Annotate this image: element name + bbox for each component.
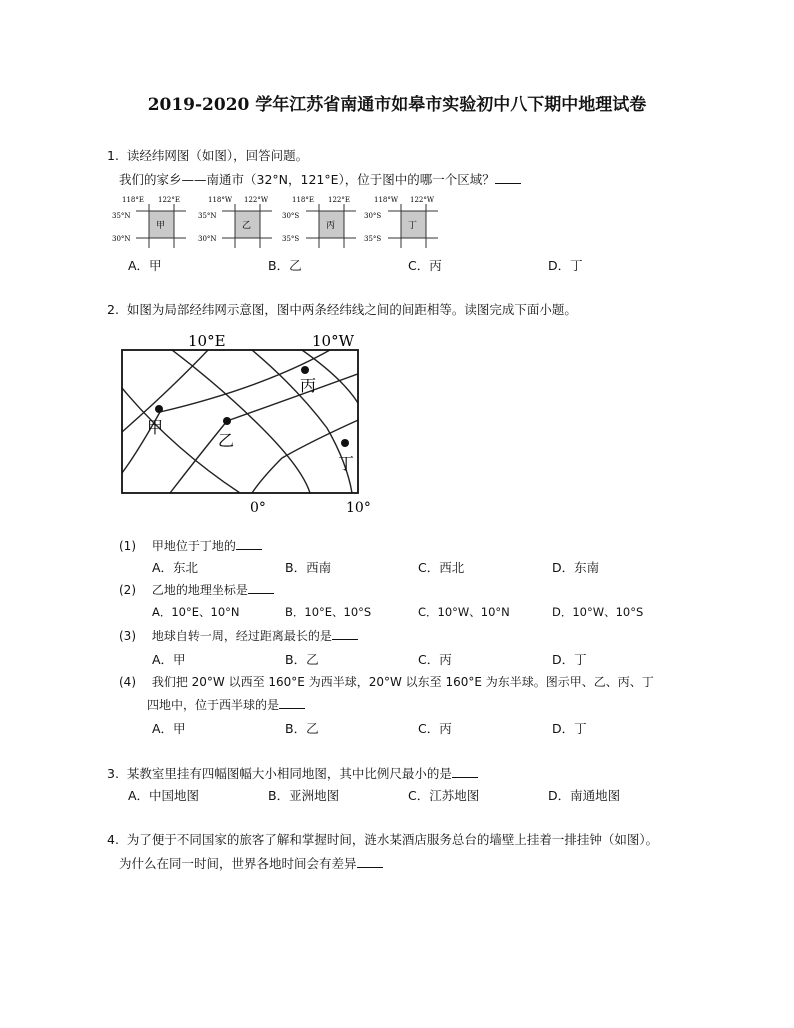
graticule-line	[170, 368, 374, 493]
option-d[interactable]: D．东南	[552, 560, 600, 575]
question-4	[107, 830, 658, 848]
point-jia	[155, 405, 163, 413]
option-b[interactable]: B．西南	[285, 560, 332, 575]
graticule-line	[122, 350, 330, 473]
subquestion-4	[119, 673, 654, 690]
grid-lon-label: 118°W	[374, 196, 399, 204]
option-c[interactable]: C．丙	[408, 258, 442, 273]
answer-blank[interactable]	[452, 765, 478, 778]
grid-lat-label: 30°N	[198, 235, 217, 243]
answer-blank[interactable]	[495, 171, 521, 184]
option-b[interactable]: B．乙	[268, 258, 302, 273]
grid-region-label: 甲	[156, 221, 166, 231]
graticule-map	[112, 328, 384, 522]
grid-lon-label: 122°W	[244, 196, 269, 204]
subquestion-number: (3)	[119, 629, 136, 643]
grid-lat-label: 35°S	[364, 235, 382, 243]
option-b[interactable]: B．乙	[285, 721, 319, 736]
grid-lat-label: 35°N	[198, 212, 217, 220]
grid-lon-label: 118°W	[208, 196, 233, 204]
point-label-bing: 丙	[300, 376, 317, 395]
map-label-10e: 10°E	[188, 332, 226, 350]
option-d[interactable]: D．南通地图	[548, 788, 621, 803]
point-label-jia: 甲	[147, 418, 164, 437]
map-label-0: 0°	[250, 500, 266, 516]
option-a[interactable]: A．东北	[152, 560, 199, 575]
option-a[interactable]: A．甲	[128, 258, 162, 273]
grid-lat-label: 30°S	[282, 212, 300, 220]
option-a[interactable]: A．甲	[152, 652, 186, 667]
subquestion-1	[119, 537, 262, 554]
question-text: 某教室里挂有四幅图幅大小相同地图，其中比例尺最小的是	[126, 766, 452, 781]
option-c[interactable]: C．丙	[418, 652, 452, 667]
grid-lat-label: 30°S	[364, 212, 382, 220]
option-c[interactable]: C．丙	[418, 721, 452, 736]
subquestion-4-line2	[147, 696, 305, 713]
subquestion-3	[119, 627, 358, 644]
option-d[interactable]: D．丁	[552, 652, 587, 667]
grid-lon-label: 122°W	[410, 196, 435, 204]
question-number: 3.	[107, 766, 119, 781]
point-yi	[223, 417, 231, 425]
question-text: 为了便于不同国家的旅客了解和掌握时间，涟水某酒店服务总台的墙壁上挂着一排挂钟（如图）。	[126, 832, 659, 847]
map-label-10w: 10°W	[312, 332, 355, 350]
option-d[interactable]: D．10°W、10°S	[552, 605, 644, 619]
map-label-10: 10°	[346, 500, 371, 516]
option-d[interactable]: D．丁	[552, 721, 587, 736]
option-c[interactable]: C．江苏地图	[408, 788, 480, 803]
option-c[interactable]: C．10°W、10°N	[418, 605, 510, 619]
grid-bing	[282, 196, 356, 248]
option-b[interactable]: B．亚洲地图	[268, 788, 340, 803]
option-d[interactable]: D．丁	[548, 258, 583, 273]
question-1-subtext	[119, 170, 521, 188]
question-1	[107, 146, 308, 164]
grid-yi	[198, 196, 272, 248]
subquestion-number: (1)	[119, 539, 136, 553]
question-text: 为什么在同一时间，世界各地时间会有差异	[119, 856, 357, 871]
point-label-yi: 乙	[218, 431, 235, 450]
question-subtext: 我们的家乡——南通市（32°N，121°E），位于图中的哪一个区域？	[119, 172, 495, 187]
option-b[interactable]: B．乙	[285, 652, 319, 667]
graticule-line	[172, 350, 310, 493]
question-number: 1.	[107, 148, 119, 163]
grid-lat-label: 35°S	[282, 235, 300, 243]
question-text: 读经纬网图（如图），回答问题。	[126, 148, 309, 163]
subquestion-text: 我们把 20°W 以西至 160°E 为西半球，20°W 以东至 160°E 为东半球。图示甲、乙、丙、丁	[151, 675, 654, 689]
question-3	[107, 764, 478, 782]
grid-lat-label: 30°N	[112, 235, 131, 243]
answer-blank[interactable]	[332, 627, 358, 640]
question-number: 4.	[107, 832, 119, 847]
subquestion-text: 甲地位于丁地的	[151, 539, 236, 553]
question-text: 如图为局部经纬网示意图，图中两条经纬线之间的间距相等。读图完成下面小题。	[126, 302, 577, 317]
grid-jia	[112, 196, 186, 248]
option-c[interactable]: C．西北	[418, 560, 465, 575]
subquestion-text: 地球自转一周，经过距离最长的是	[151, 629, 332, 643]
grid-ding	[364, 196, 438, 248]
grid-lat-label: 35°N	[112, 212, 131, 220]
answer-blank[interactable]	[279, 696, 305, 709]
answer-blank[interactable]	[357, 855, 383, 868]
option-a[interactable]: A．中国地图	[128, 788, 200, 803]
subquestion-number: (2)	[119, 583, 136, 597]
grid-lon-label: 122°E	[158, 196, 180, 204]
grid-region-label: 乙	[242, 221, 252, 231]
page-title: 2019-2020 学年江苏省南通市如皋市实验初中八下期中地理试卷	[147, 95, 647, 115]
question-number: 2.	[107, 302, 119, 317]
option-a[interactable]: A．甲	[152, 721, 186, 736]
graticule-line	[122, 350, 208, 432]
point-bing	[301, 366, 309, 374]
point-label-ding: 丁	[338, 454, 355, 473]
grid-region-label: 丙	[326, 221, 336, 231]
grid-lon-label: 122°E	[328, 196, 350, 204]
subquestion-text: 乙地的地理坐标是	[151, 583, 248, 597]
subquestion-text: 四地中，位于西半球的是	[147, 698, 280, 712]
graticule-line	[252, 413, 374, 493]
answer-blank[interactable]	[236, 537, 262, 550]
grid-lon-label: 118°E	[292, 196, 314, 204]
question-2	[107, 300, 577, 318]
point-ding	[341, 439, 349, 447]
option-b[interactable]: B．10°E、10°S	[285, 605, 372, 619]
grid-lon-label: 118°E	[122, 196, 144, 204]
subquestion-number: (4)	[119, 675, 136, 689]
lat-lon-grids	[112, 192, 442, 250]
answer-blank[interactable]	[248, 581, 274, 594]
option-a[interactable]: A．10°E、10°N	[152, 605, 240, 619]
question-4-line2	[119, 854, 383, 872]
grid-region-label: 丁	[408, 221, 418, 231]
subquestion-2	[119, 581, 274, 598]
